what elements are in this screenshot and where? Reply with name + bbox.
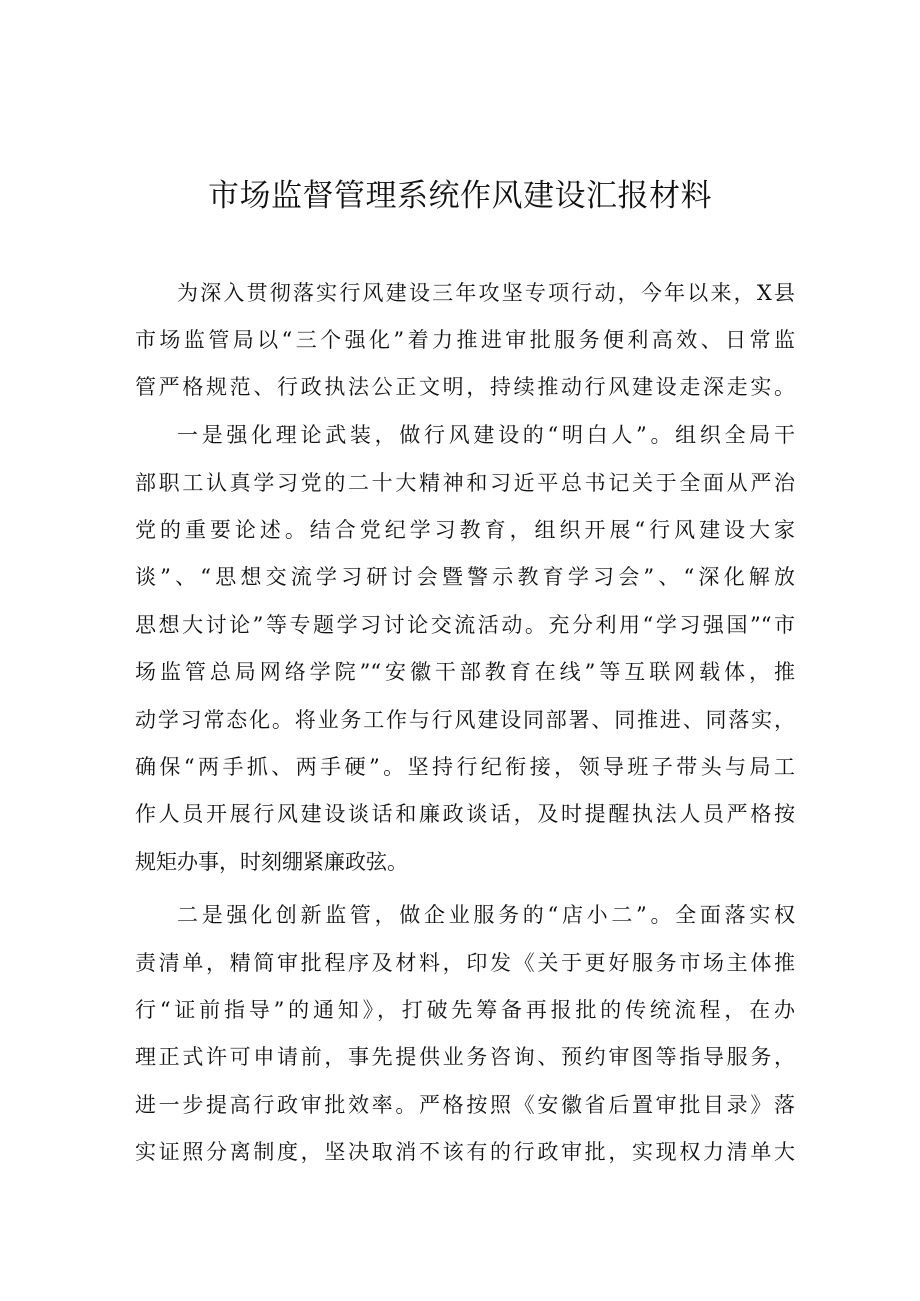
- paragraph-1-line-3: 管严格规范、行政执法公正文明，持续推动行风建设走深走实。: [135, 375, 795, 399]
- document-title: 市场监督管理系统作风建设汇报材料: [208, 178, 712, 214]
- paragraph-3-line-6: 实证照分离制度，坚决取消不该有的行政审批，实现权力清单大: [135, 1140, 795, 1164]
- paragraph-1-line-2: 市场监管局以“三个强化”着力推进审批服务便利高效、日常监: [135, 328, 795, 352]
- paragraph-2-line-6: 场监管总局网络学院”“安徽干部教育在线”等互联网载体，推: [135, 660, 795, 684]
- paragraph-2-line-9: 作人员开展行风建设谈话和廉政谈话，及时提醒执法人员严格按: [135, 802, 795, 826]
- paragraph-2-line-3: 党的重要论述。结合党纪学习教育，组织开展“行风建设大家: [135, 518, 795, 542]
- paragraph-3-line-2: 责清单，精简审批程序及材料，印发《关于更好服务市场主体推: [135, 951, 795, 975]
- paragraph-3-line-1: 二是强化创新监管，做企业服务的“店小二”。全面落实权: [177, 903, 795, 927]
- paragraph-2-line-8: 确保“两手抓、两手硬”。坚持行纪衔接，领导班子带头与局工: [135, 755, 795, 779]
- paragraph-2-line-1: 一是强化理论武装，做行风建设的“明白人”。组织全局干: [177, 423, 795, 447]
- paragraph-3-line-5: 进一步提高行政审批效率。严格按照《安徽省后置审批目录》落: [135, 1093, 795, 1117]
- paragraph-2-line-5: 思想大讨论”等专题学习讨论交流活动。充分利用“学习强国”“市: [135, 613, 795, 637]
- paragraph-3-line-3: 行“证前指导”的通知》，打破先筹备再报批的传统流程，在办: [135, 998, 795, 1022]
- paragraph-1-line-1: 为深入贯彻落实行风建设三年攻坚专项行动，今年以来，X县: [177, 281, 795, 305]
- paragraph-2-line-4: 谈”、“思想交流学习研讨会暨警示教育学习会”、“深化解放: [135, 565, 795, 589]
- paragraph-2-line-7: 动学习常态化。将业务工作与行风建设同部署、同推进、同落实，: [135, 708, 795, 732]
- paragraph-3-line-4: 理正式许可申请前，事先提供业务咨询、预约审图等指导服务，: [135, 1045, 795, 1069]
- paragraph-2-line-10: 规矩办事，时刻绷紧廉政弦。: [135, 850, 408, 874]
- paragraph-2-line-2: 部职工认真学习党的二十大精神和习近平总书记关于全面从严治: [135, 471, 795, 495]
